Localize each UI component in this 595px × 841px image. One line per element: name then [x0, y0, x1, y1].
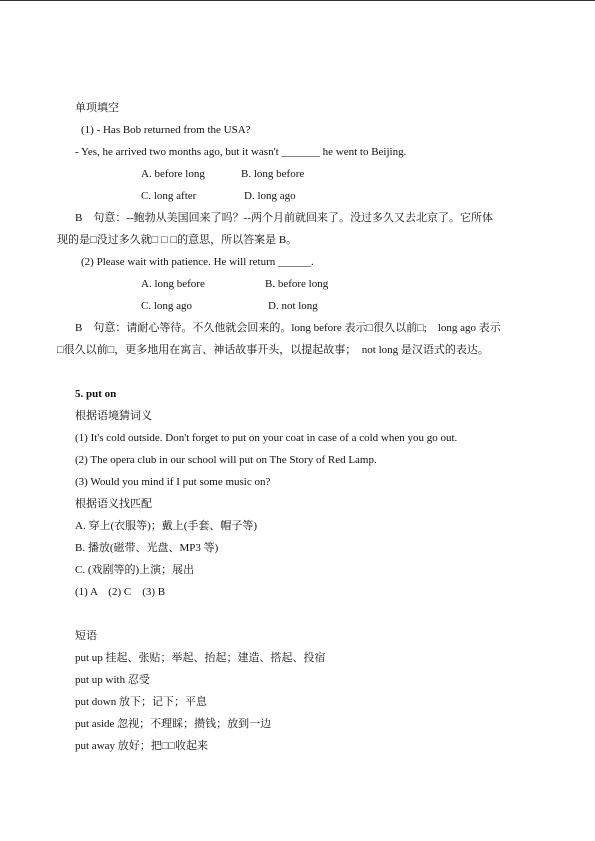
q2-option-b: B. before long: [265, 278, 329, 290]
q1-option-d: D. long ago: [244, 190, 296, 202]
q2-option-a: A. long before: [141, 278, 205, 290]
phrase-put-aside: put aside 忽视；不理睬；攒钱；放到一边: [75, 718, 272, 730]
q2-explanation-line-2: □很久以前□，更多地用在寓言、神话故事开头，以提起故事； not long 是汉语式的表达。: [57, 344, 489, 356]
page-top-border: [0, 0, 595, 1]
meaning-b: B. 播放(磁带、光盘、MP3 等): [75, 542, 219, 554]
example-sentence-3: (3) Would you mind if I put some music on?: [75, 476, 271, 488]
q1-question: (1) - Has Bob returned from the USA?: [81, 124, 251, 136]
q1-option-c: C. long after: [141, 190, 197, 202]
q1-option-b: B. long before: [241, 168, 305, 180]
q2-option-c: C. long ago: [141, 300, 193, 312]
meaning-a: A. 穿上(衣服等)；戴上(手套、帽子等): [75, 520, 258, 532]
phrase-put-up: put up 挂起、张贴；举起、抬起；建造、搭起、投宿: [75, 652, 326, 664]
example-sentence-2: (2) The opera club in our school will put on The Story of Red Lamp.: [75, 454, 377, 466]
q2-explanation-line-1: B 句意：请耐心等待。不久他就会回来的。long before 表示□很久以前□; long ago 表示: [75, 322, 501, 334]
guess-meaning-title: 根据语境猜词义: [75, 410, 152, 422]
phrases-title: 短语: [75, 630, 97, 642]
match-answers: (1) A (2) C (3) B: [75, 586, 166, 598]
q2-question: (2) Please wait with patience. He will return ______.: [81, 256, 314, 268]
example-sentence-1: (1) It's cold outside. Don't forget to put on your coat in case of a cold when you go out.: [75, 432, 458, 444]
phrase-put-away: put away 放好；把□□收起来: [75, 740, 209, 752]
q1-answer-line: - Yes, he arrived two months ago, but it wasn't _______ he went to Beijing.: [75, 146, 407, 158]
q1-explanation-line-1: B 句意：--鲍勃从美国回来了吗？--两个月前就回来了。没过多久又去北京了。它所体: [75, 212, 493, 224]
put-on-heading: 5. put on: [75, 388, 117, 400]
meaning-c: C. (戏剧等的)上演；展出: [75, 564, 195, 576]
q2-option-d: D. not long: [268, 300, 318, 312]
q1-option-a: A. before long: [141, 168, 205, 180]
phrase-put-down: put down 放下；记下；平息: [75, 696, 207, 708]
phrase-put-up-with: put up with 忍受: [75, 674, 150, 686]
match-meaning-title: 根据语义找匹配: [75, 498, 152, 510]
section-heading-single-choice: 单项填空: [75, 102, 119, 114]
q1-explanation-line-2: 现的是□没过多久就□ □ □的意思，所以答案是 B。: [57, 234, 298, 246]
